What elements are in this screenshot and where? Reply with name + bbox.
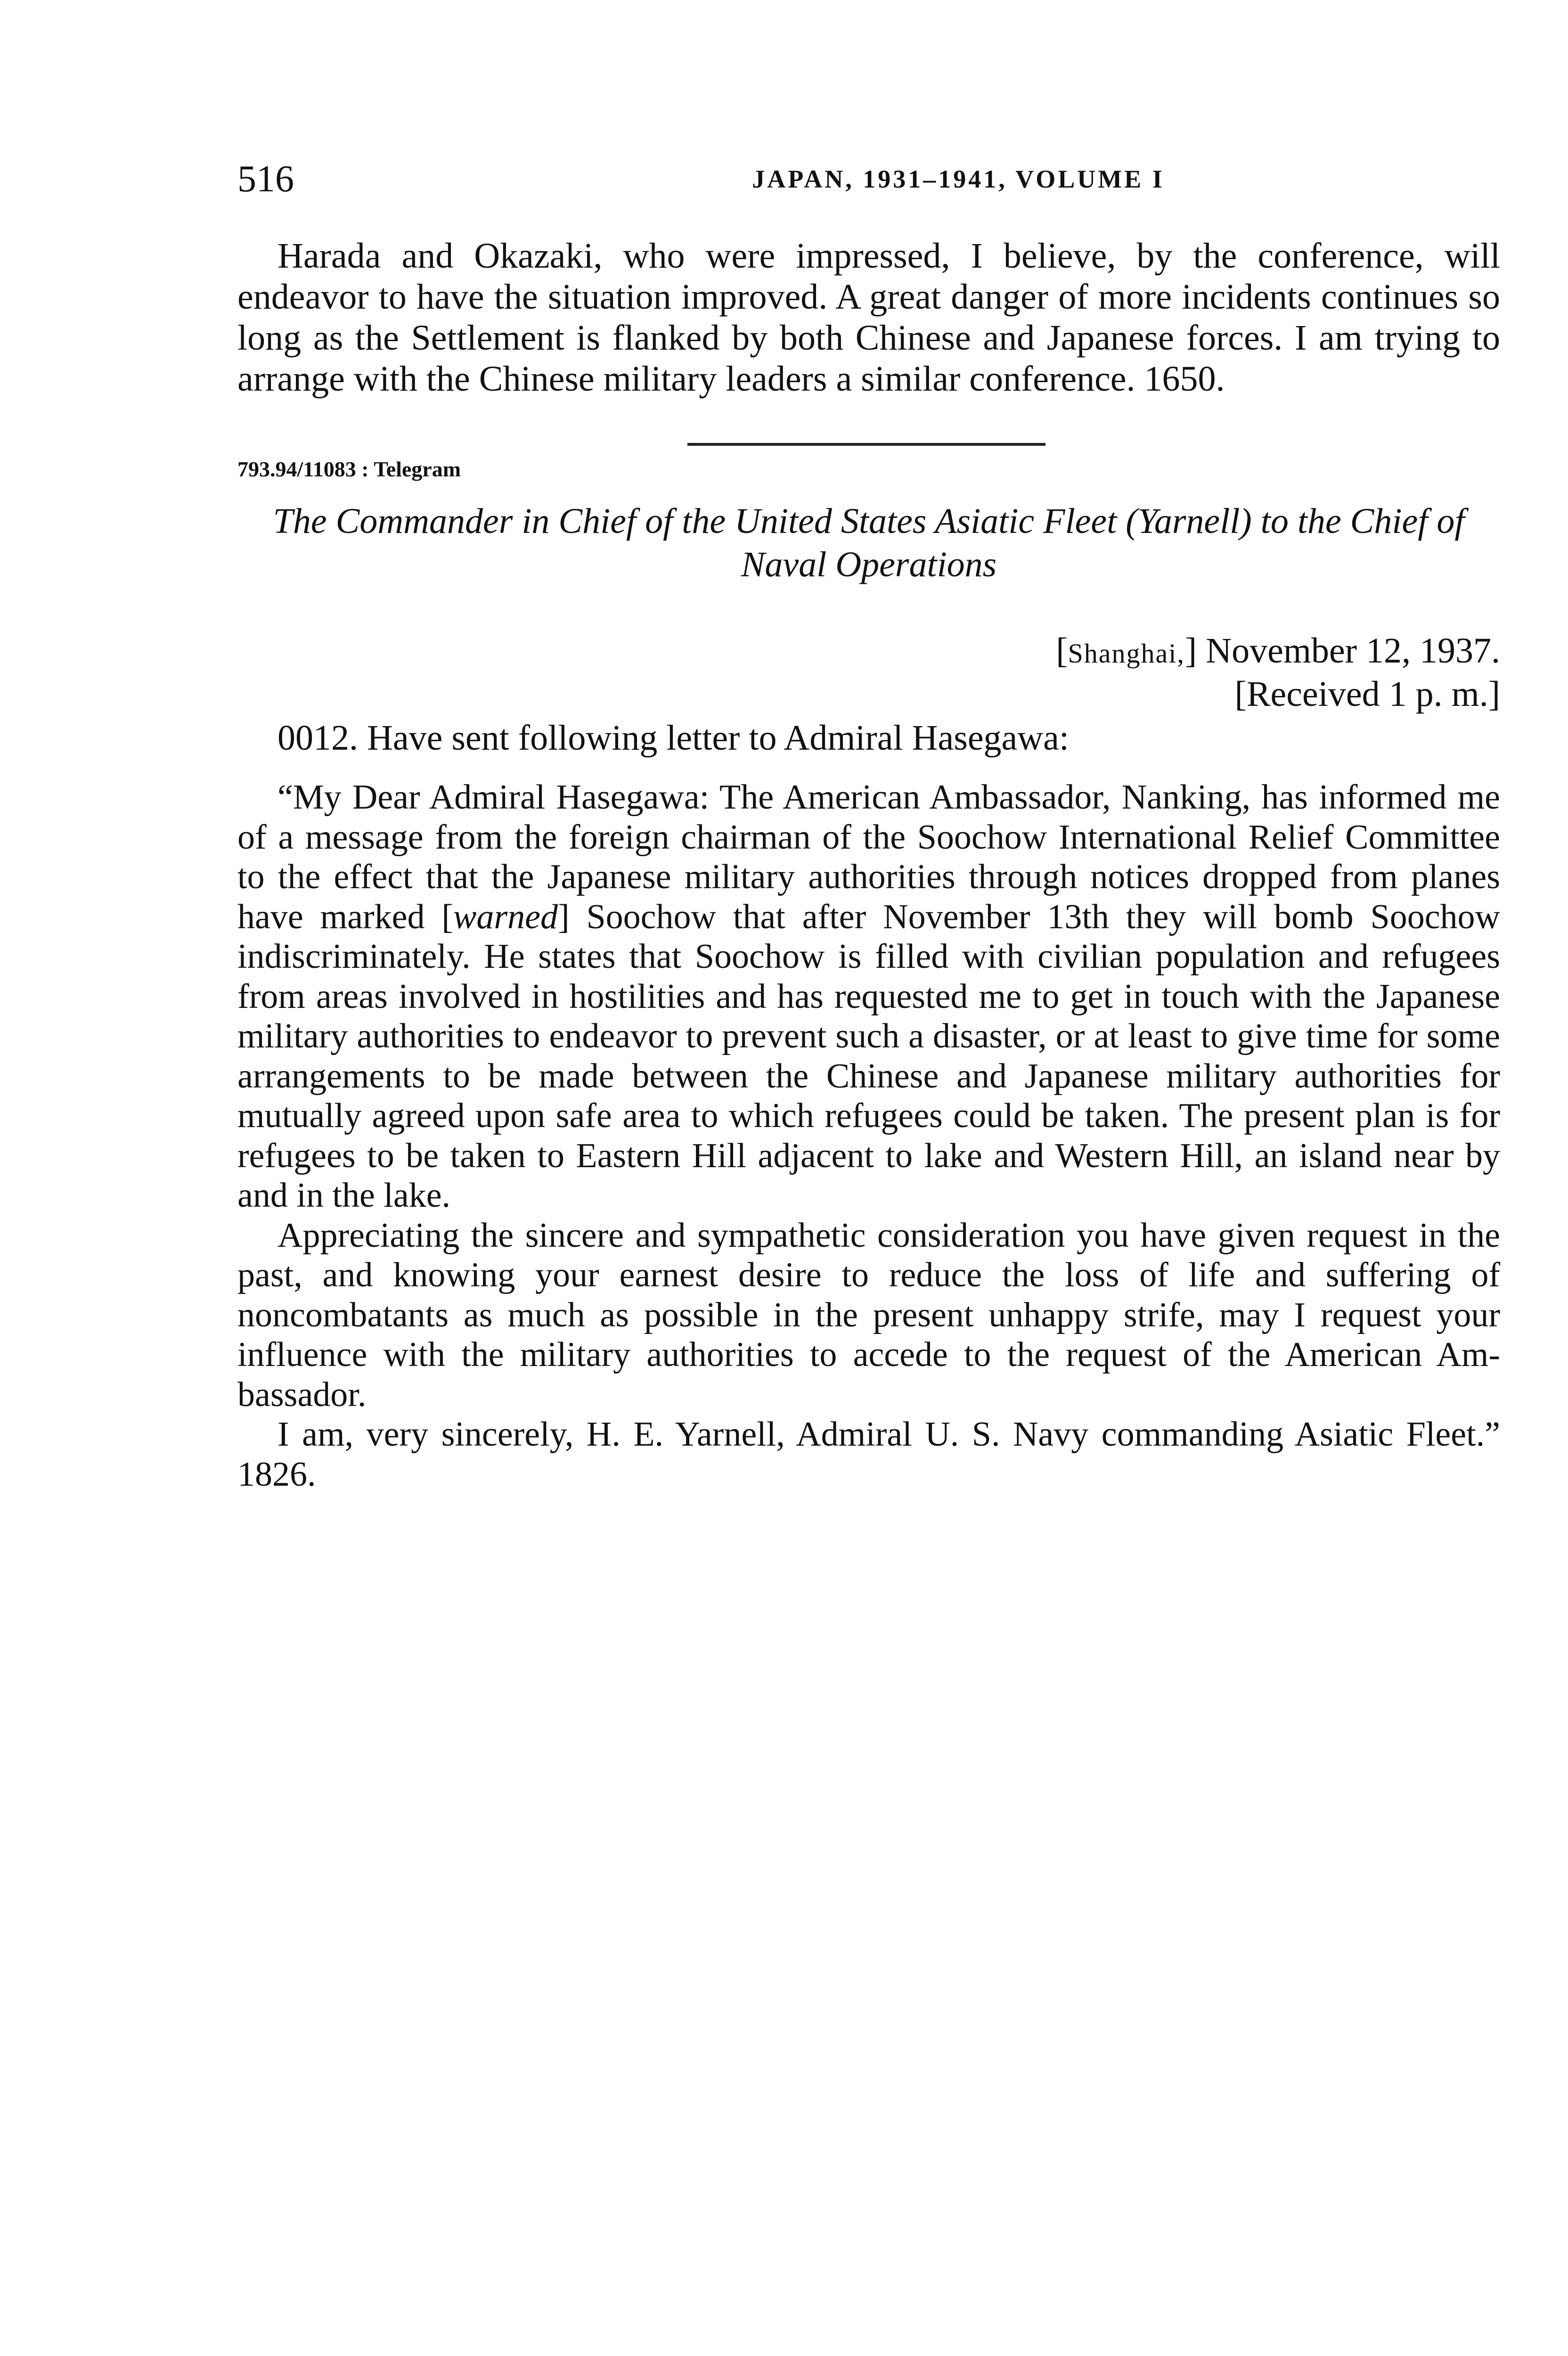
dateline-date: November 12, 1937. [1206, 631, 1500, 671]
page-number: 516 [237, 158, 294, 200]
document-page [237, 155, 1500, 1494]
section-divider [687, 443, 1045, 446]
file-reference: 793.94/11083 : Telegram [237, 457, 461, 481]
dateline: [Shanghai,] November 12, 1937. [1056, 631, 1500, 671]
letter-p1-emphasis: warned [453, 897, 558, 936]
dateline-place: Shanghai, [1068, 638, 1185, 669]
letter-paragraph-3: I am, very sincerely, H. E. Yarnell, Admiral U. S. Navy commanding Asiatic Fleet.” 1826. [237, 1415, 1500, 1494]
intro-paragraph: Harada and Okazaki, who were impressed, I believe, by the conference, will endeavor to have the situation improved. A great danger of more incidents continues so long as the Settlement is flanked by both Chinese and Japanese forces. I am trying to arrange with the Chinese military leaders a similar conference. 1650. [237, 236, 1500, 399]
running-header [237, 155, 1500, 203]
running-title: JAPAN, 1931–1941, VOLUME I [752, 165, 1165, 193]
letter-paragraph-1 [237, 777, 1500, 1216]
telegram-opening: 0012. Have sent following letter to Admiral Hasegawa: [278, 718, 1070, 758]
letter-p1-before: “My Dear Admiral Hasegawa: The American Ambassador, Nanking, has informed me of a message from the foreign chairman of the Soochow International Relief Committee to the effect that the Japanese military authorities through notices dropped from planes have marked [ [237, 778, 1500, 936]
letter-p1-after: ] Soochow that after November 13th they will bomb Soochow indiscriminately. He states that Soochow is filled with civilian population and refugees from areas involved in hostilities and has requested me to get in touch with the Japanese military authorities to endeavor to prevent such a disaster, or at least to give time for some arrangements to be made between the Chinese and Japanese military authorities for mutually agreed upon safe area to which refugees could be taken. The present plan is for refugees to be taken to Eastern Hill adjacent to lake and Western Hill, an island near by and in the lake. [237, 897, 1500, 1215]
quoted-letter [237, 777, 1500, 1494]
document-caption: The Commander in Chief of the United States Asiatic Fleet (Yarnell) to the Chief of Naval Operations [273, 501, 1465, 584]
letter-paragraph-2: Appreciating the sincere and sympathetic consideration you have given request in the past, and knowing your earnest desire to reduce the loss of life and suffering of noncombatants as much as possible in the present unhappy strife, may I request your influence with the military authorities to accede to the request of the American Ambassador. [237, 1216, 1500, 1414]
received-note: [Received 1 p. m.] [1234, 674, 1500, 714]
